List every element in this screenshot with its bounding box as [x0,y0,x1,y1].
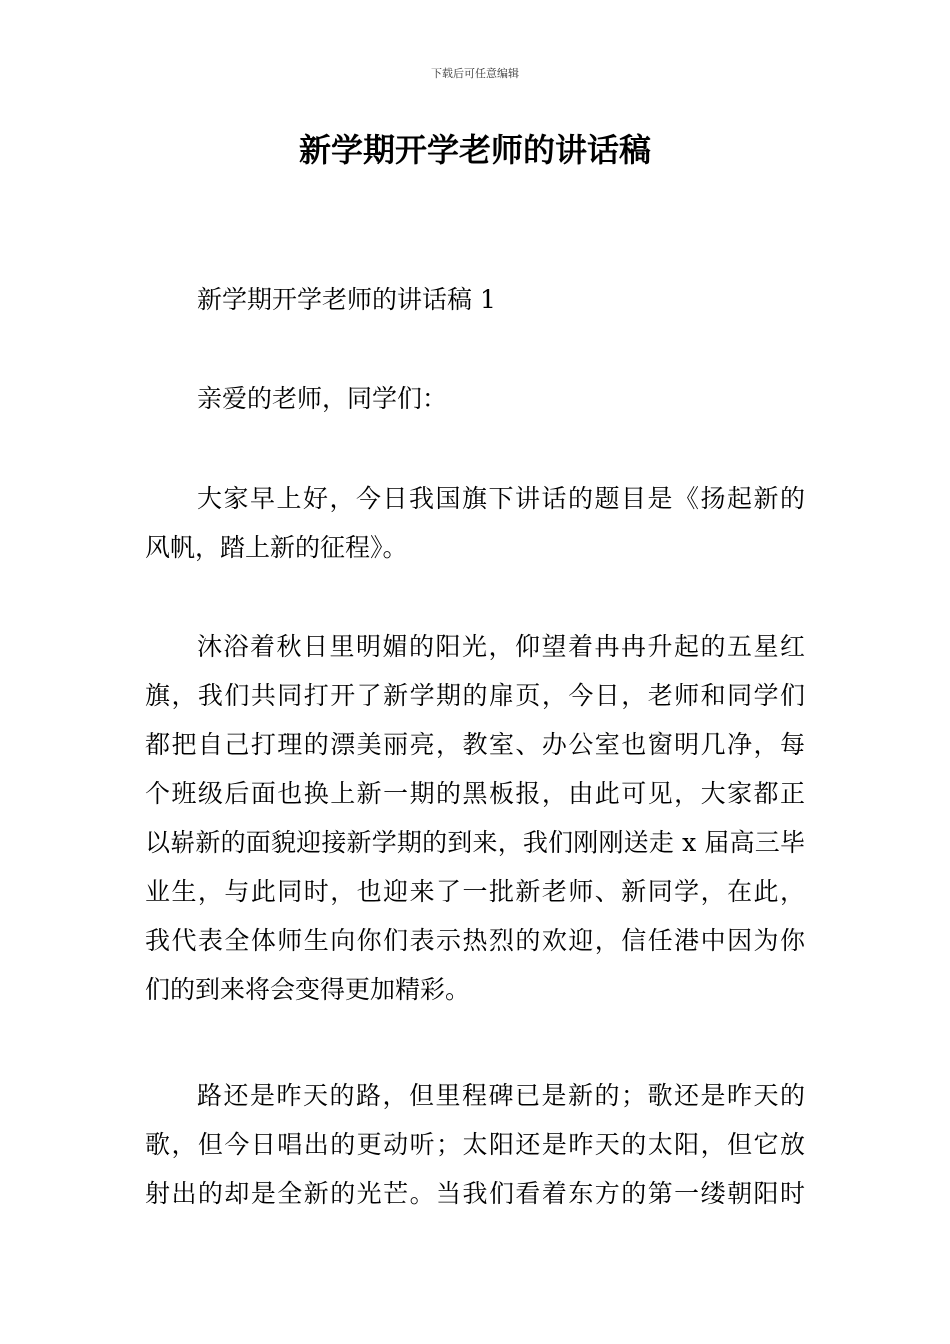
header-note: 下载后可任意编辑 [431,67,519,80]
salutation-paragraph [145,374,805,423]
text-line: 路还是昨天的路，但里程碑已是新的；歌还是昨天的 [197,1081,805,1110]
text-line: 都把自己打理的漂美丽亮，教室、办公室也窗明几净，每 [145,730,805,759]
text-line: 个班级后面也换上新一期的黑板报，由此可见，大家都正 [145,779,805,808]
body-paragraph [145,474,805,572]
text-line: 沐浴着秋日里明媚的阳光，仰望着冉冉升起的五星红 [197,632,805,661]
text-line: 旗，我们共同打开了新学期的扉页，今日，老师和同学们 [145,681,805,710]
text-line: 风帆，踏上新的征程》。 [145,533,408,562]
text-line: 大家早上好，今日我国旗下讲话的题目是《扬起新的 [197,484,805,513]
text-line: 亲爱的老师，同学们： [197,384,448,413]
body-paragraph [145,1071,805,1218]
section-heading [145,275,805,324]
text-line: 我代表全体师生向你们表示热烈的欢迎，信任港中因为你 [145,926,805,955]
body-paragraph [145,622,805,1014]
text-line: 以崭新的面貌迎接新学期的到来，我们刚刚送走 x 届高三毕 [145,828,805,857]
text-line: 新学期开学老师的讲话稿 1 [197,285,496,314]
text-line: 业生，与此同时，也迎来了一批新老师、新同学，在此， [145,877,805,906]
text-line: 射出的却是全新的光芒。当我们看着东方的第一缕朝阳时 [145,1179,805,1208]
text-line: 歌，但今日唱出的更动听；太阳还是昨天的太阳，但它放 [145,1130,805,1159]
document-title: 新学期开学老师的讲话稿 [298,131,651,169]
text-line: 们的到来将会变得更加精彩。 [145,975,471,1004]
